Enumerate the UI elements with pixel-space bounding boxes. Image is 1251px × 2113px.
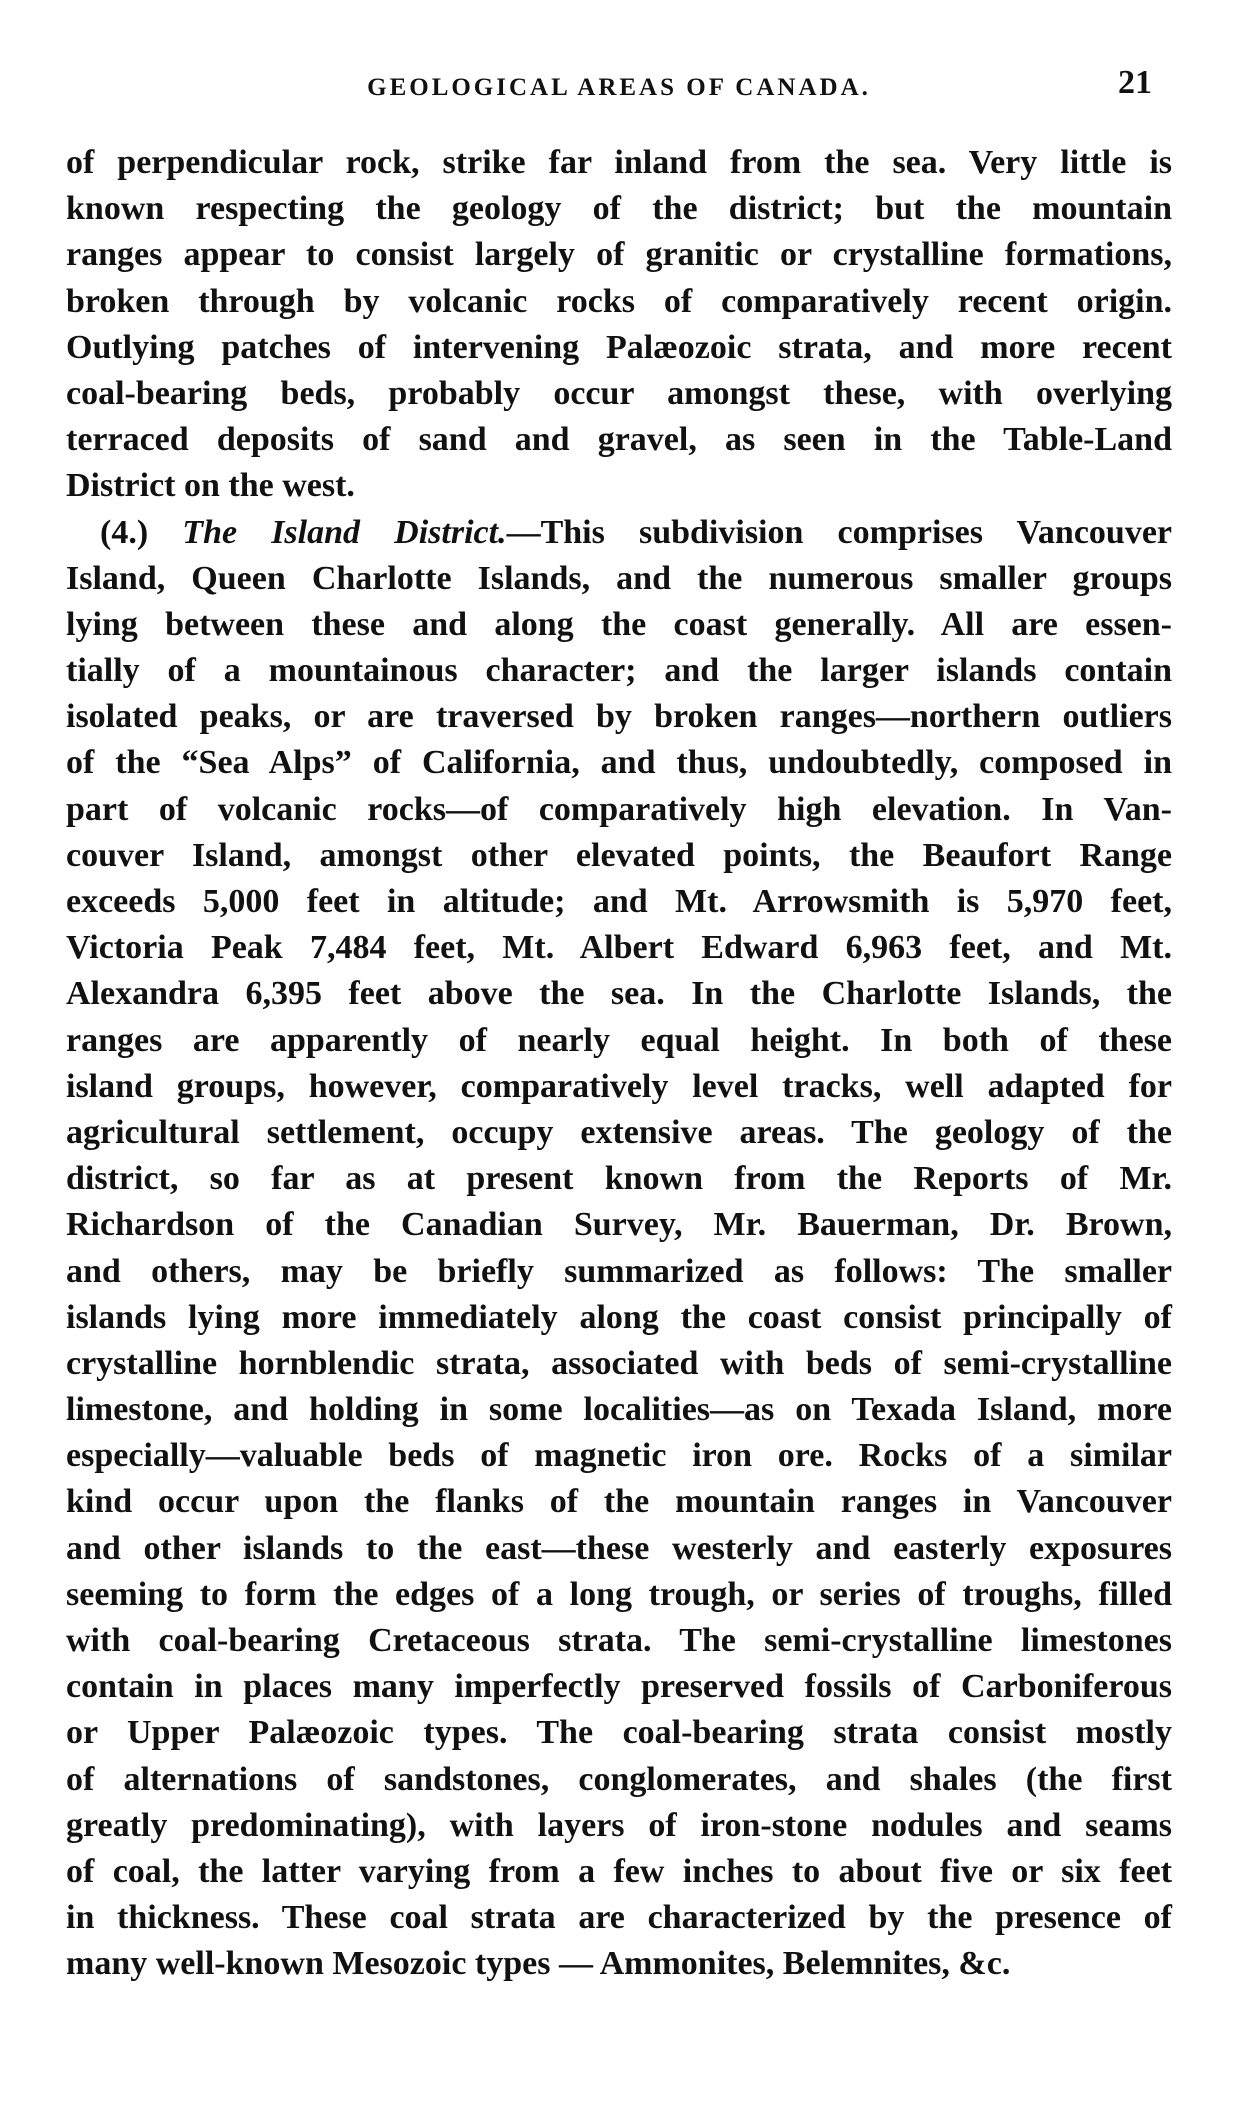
- text-line: Victoria Peak 7,484 feet, Mt. Albert Edward 6,963 feet, and Mt.: [66, 929, 1172, 967]
- text-line: crystalline hornblendic strata, associated with beds of semi-crystalline: [66, 1344, 1172, 1382]
- text-line: kind occur upon the flanks of the mountain ranges in Vancouver: [66, 1483, 1172, 1521]
- text-line: coal-bearing beds, probably occur amongst these, with overlying: [66, 374, 1172, 412]
- text-line: or Upper Palæozoic types. The coal-bearing strata consist mostly: [66, 1714, 1172, 1752]
- text-line: islands lying more immediately along the coast consist principally of: [66, 1298, 1172, 1336]
- text-line: isolated peaks, or are traversed by broken ranges—northern outliers: [66, 698, 1172, 736]
- text-line: Island, Queen Charlotte Islands, and the numerous smaller groups: [66, 559, 1172, 597]
- page-header: [66, 60, 1172, 120]
- body-text: [66, 140, 1172, 1988]
- text-line: ranges are apparently of nearly equal height. In both of these: [66, 1021, 1172, 1059]
- text-line: Alexandra 6,395 feet above the sea. In the Charlotte Islands, the: [66, 975, 1172, 1013]
- text-line: district, so far as at present known from the Reports of Mr.: [66, 1160, 1172, 1198]
- paragraph-opening-line: [66, 510, 1172, 556]
- paragraph-heading: The Island District.: [182, 513, 507, 551]
- text-line: terraced deposits of sand and gravel, as seen in the Table-Land: [66, 421, 1172, 459]
- text-line: with coal-bearing Cretaceous strata. The semi-crystalline limestones: [66, 1622, 1172, 1659]
- page-number: 21: [1118, 64, 1152, 101]
- text-line: couver Island, amongst other elevated points, the Beaufort Range: [66, 836, 1172, 874]
- text-line: greatly predominating), with layers of iron-stone nodules and seams: [66, 1806, 1172, 1844]
- text-line: of perpendicular rock, strike far inland from the sea. Very little is: [66, 144, 1172, 181]
- text-line: many well-known Mesozoic types — Ammonites, Belemnites, &c.: [66, 1945, 1011, 1983]
- text-line: and other islands to the east—these westerly and easterly exposures: [66, 1529, 1172, 1567]
- text-line: of coal, the latter varying from a few inches to about five or six feet: [66, 1852, 1172, 1890]
- text-line: and others, may be briefly summarized as follows: The smaller: [66, 1252, 1172, 1290]
- text-line: exceeds 5,000 feet in altitude; and Mt. Arrowsmith is 5,970 feet,: [66, 883, 1172, 920]
- text-line: Outlying patches of intervening Palæozoic strata, and more recent: [66, 328, 1172, 366]
- text-line: known respecting the geology of the district; but the mountain: [66, 190, 1172, 228]
- text-line: seeming to form the edges of a long trough, or series of troughs, filled: [66, 1575, 1172, 1613]
- text-line: lying between these and along the coast generally. All are essen-: [66, 605, 1172, 643]
- text-line: ranges appear to consist largely of granitic or crystalline formations,: [66, 236, 1172, 274]
- text-line: island groups, however, comparatively level tracks, well adapted for: [66, 1067, 1172, 1105]
- running-head: GEOLOGICAL AREAS OF CANADA.: [367, 74, 871, 101]
- text-line: especially—valuable beds of magnetic iron ore. Rocks of a similar: [66, 1437, 1172, 1475]
- text-line: broken through by volcanic rocks of comparatively recent origin.: [66, 282, 1172, 320]
- book-page: [66, 60, 1173, 1983]
- text-line: District on the west.: [66, 467, 355, 505]
- paragraph-number: (4.): [100, 513, 149, 551]
- text-line: of the “Sea Alps” of California, and thus, undoubtedly, composed in: [66, 744, 1172, 782]
- paragraph-opening-text: —This subdivision comprises Vancouver: [506, 513, 1173, 551]
- text-line: contain in places many imperfectly preserved fossils of Carboniferous: [66, 1668, 1172, 1706]
- text-line: in thickness. These coal strata are characterized by the presence of: [66, 1899, 1172, 1937]
- text-line: agricultural settlement, occupy extensive areas. The geology of the: [66, 1113, 1172, 1151]
- text-line: limestone, and holding in some localities—as on Texada Island, more: [66, 1391, 1172, 1429]
- text-line: Richardson of the Canadian Survey, Mr. Bauerman, Dr. Brown,: [66, 1206, 1172, 1244]
- text-line: part of volcanic rocks—of comparatively high elevation. In Van-: [66, 790, 1172, 828]
- text-line: of alternations of sandstones, conglomerates, and shales (the first: [66, 1760, 1172, 1798]
- text-line: tially of a mountainous character; and the larger islands contain: [66, 652, 1172, 690]
